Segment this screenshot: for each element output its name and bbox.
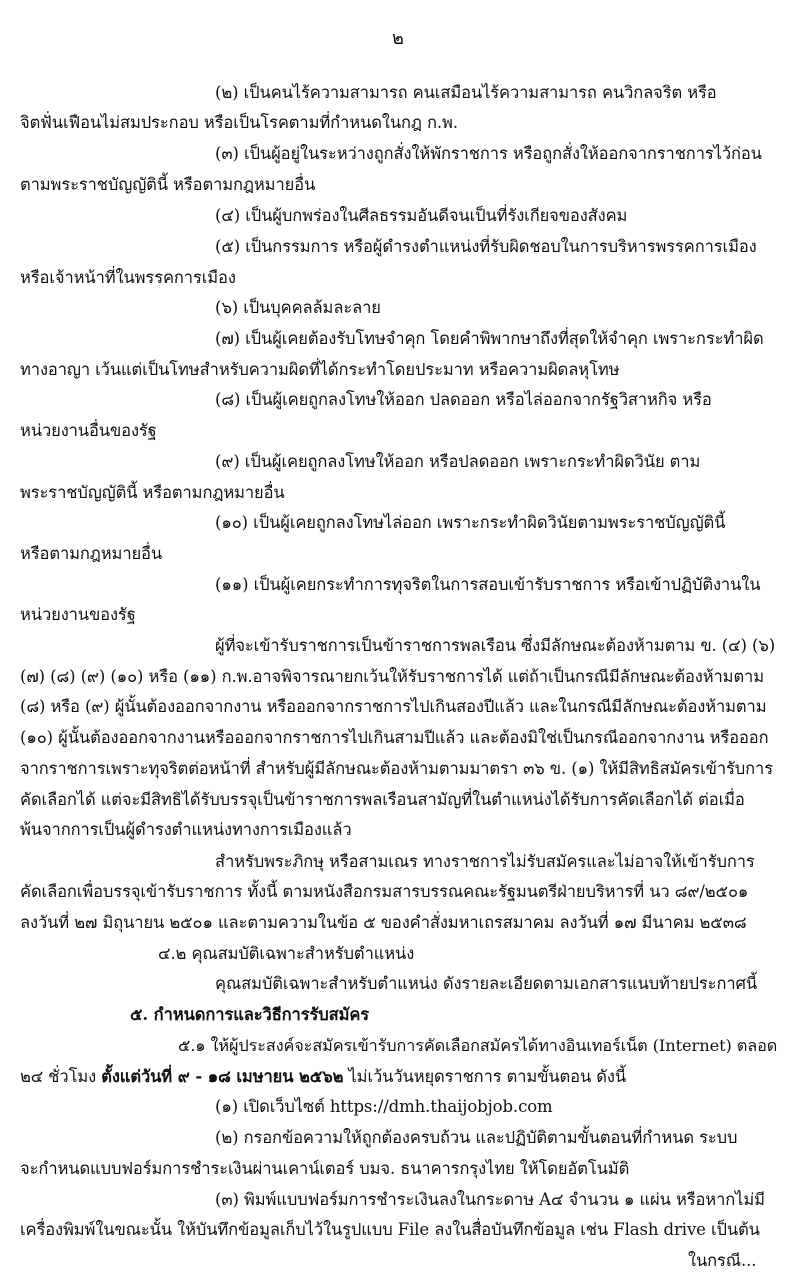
text-span: ๒๔ ชั่วโมง: [20, 1067, 102, 1086]
date-range-bold: ตั้งแต่วันที่ ๙ - ๑๘ เมษายน ๒๕๖๒: [101, 1067, 344, 1086]
text-line: ตามพระราชบัญญัตินี้ หรือตามกฎหมายอื่น: [20, 175, 316, 194]
text-line: สำหรับพระภิกษุ หรือสามเณร ทางราชการไม่รับสมัครและไม่อาจให้เข้ารับการ: [215, 852, 755, 871]
text-line: (๙) เป็นผู้เคยถูกลงโทษให้ออก หรือปลดออก เพราะกระทำผิดวินัย ตาม: [215, 452, 701, 471]
section-heading: ๕. กำหนดการและวิธีการรับสมัคร: [130, 1005, 370, 1024]
text-line: หน่วยงานของรัฐ: [20, 605, 136, 624]
section-heading: ๔.๒ คุณสมบัติเฉพาะสำหรับตำแหน่ง: [158, 944, 415, 963]
text-line: จิตฟั่นเฟือนไม่สมประกอบ หรือเป็นโรคตามที่กำหนดในกฎ ก.พ.: [20, 113, 458, 132]
text-line: คุณสมบัติเฉพาะสำหรับตำแหน่ง ดังรายละเอียดตามเอกสารแนบท้ายประกาศนี้: [215, 974, 758, 993]
text-line: (๑๑) เป็นผู้เคยกระทำการทุจริตในการสอบเข้ารับราชการ หรือเข้าปฏิบัติงานใน: [215, 575, 761, 594]
text-line: (๔) เป็นผู้บกพร่องในศีลธรรมอันดีจนเป็นที่รังเกียจของสังคม: [215, 206, 628, 225]
text-line: (๑๐) เป็นผู้เคยถูกลงโทษไล่ออก เพราะกระทำผิดวินัยตามพระราชบัญญัตินี้: [215, 513, 726, 532]
page-number: ๒: [392, 28, 404, 49]
text-line: (๓) เป็นผู้อยู่ในระหว่างถูกสั่งให้พักราชการ หรือถูกสั่งให้ออกจากราชการไว้ก่อน: [215, 144, 762, 163]
text-line: (๓) พิมพ์แบบฟอร์มการชำระเงินลงในกระดาษ A๔ จำนวน ๑ แผ่น หรือหากไม่มี: [215, 1190, 765, 1209]
continuation-text: ในกรณี...: [688, 1251, 757, 1270]
text-line: (๒) กรอกข้อความให้ถูกต้องครบถ้วน และปฏิบัติตามขั้นตอนที่กำหนด ระบบ: [215, 1128, 738, 1147]
text-line: (๘) หรือ (๙) ผู้นั้นต้องออกจากงาน หรือออกจากราชการไปเกินสองปีแล้ว และในกรณีมีลักษณะต้องห้ามตาม: [20, 697, 767, 716]
text-line: (๒) เป็นคนไร้ความสามารถ คนเสมือนไร้ความสามารถ คนวิกลจริต หรือ: [215, 83, 717, 102]
text-line: จะกำหนดแบบฟอร์มการชำระเงินผ่านเคาน์เตอร์ บมจ. ธนาคารกรุงไทย ให้โดยอัตโนมัติ: [20, 1159, 630, 1178]
text-line: พ้นจากการเป็นผู้ดำรงตำแหน่งทางการเมืองแล้ว: [20, 820, 352, 839]
text-line: จากราชการเพราะทุจริตต่อหน้าที่ สำหรับผู้มีลักษณะต้องห้ามตามมาตรา ๓๖ ข. (๑) ให้มีสิทธิสมัครเข้ารับการ: [20, 759, 773, 778]
text-line: (๘) เป็นผู้เคยถูกลงโทษให้ออก ปลดออก หรือไล่ออกจากรัฐวิสาหกิจ หรือ: [215, 390, 712, 409]
text-line: คัดเลือกเพื่อบรรจุเข้ารับราชการ ทั้งนี้ ตามหนังสือกรมสารบรรณคณะรัฐมนตรีฝ่ายบริหารที่ นว ๘๙/๒๕๐๑: [20, 882, 749, 901]
text-line: หรือตามกฎหมายอื่น: [20, 544, 163, 563]
text-line: หน่วยงานอื่นของรัฐ: [20, 421, 157, 440]
text-line: ลงวันที่ ๒๗ มิถุนายน ๒๕๐๑ และตามความในข้อ ๕ ของคำสั่งมหาเถรสมาคม ลงวันที่ ๑๗ มีนาคม ๒๕๓๘: [20, 913, 747, 932]
text-line: ๕.๑ ให้ผู้ประสงค์จะสมัครเข้ารับการคัดเลือกสมัครได้ทางอินเทอร์เน็ต (Internet) ตลอด: [178, 1036, 778, 1055]
text-line: (๕) เป็นกรรมการ หรือผู้ดำรงตำแหน่งที่รับผิดชอบในการบริหารพรรคการเมือง: [215, 237, 757, 256]
text-line: คัดเลือกได้ แต่จะมีสิทธิได้รับบรรจุเป็นข้าราชการพลเรือนสามัญที่ในตำแหน่งได้รับการคัดเลือกได้ ต่อเมื่อ: [20, 790, 745, 809]
text-line: เครื่องพิมพ์ในขณะนั้น ให้บันทึกข้อมูลเก็บไว้ในรูปแบบ File ลงในสื่อบันทึกข้อมูล เช่น Flash drive เป็นต้น: [20, 1220, 760, 1239]
text-line: (๑๐) ผู้นั้นต้องออกจากงานหรือออกจากราชการไปเกินสามปีแล้ว และต้องมิใช่เป็นกรณีออกจากงาน หรือออก: [20, 728, 769, 747]
text-line: (๖) เป็นบุคคลล้มละลาย: [215, 298, 381, 317]
text-line: (๗) (๘) (๙) (๑๐) หรือ (๑๑) ก.พ.อาจพิจารณายกเว้นให้รับราชการได้ แต่ถ้าเป็นกรณีมีลักษณะต้องห้ามตาม: [20, 667, 765, 686]
text-line: (๑) เปิดเว็บไซต์ https://dmh.thaijobjob.com: [215, 1097, 553, 1116]
text-line: พระราชบัญญัตินี้ หรือตามกฎหมายอื่น: [20, 483, 285, 502]
text-line: หรือเจ้าหน้าที่ในพรรคการเมือง: [20, 268, 236, 287]
text-line: ผู้ที่จะเข้ารับราชการเป็นข้าราชการพลเรือน ซึ่งมีลักษณะต้องห้ามตาม ข. (๔) (๖): [215, 636, 776, 655]
text-line: (๗) เป็นผู้เคยต้องรับโทษจำคุก โดยคำพิพากษาถึงที่สุดให้จำคุก เพราะกระทำผิด: [215, 329, 764, 348]
text-line: ทางอาญา เว้นแต่เป็นโทษสำหรับความผิดที่ได้กระทำโดยประมาท หรือความผิดลหุโทษ: [20, 360, 620, 379]
text-span: ไม่เว้นวันหยุดราชการ ตามขั้นตอน ดังนี้: [343, 1067, 627, 1086]
text-line: [20, 1066, 626, 1088]
